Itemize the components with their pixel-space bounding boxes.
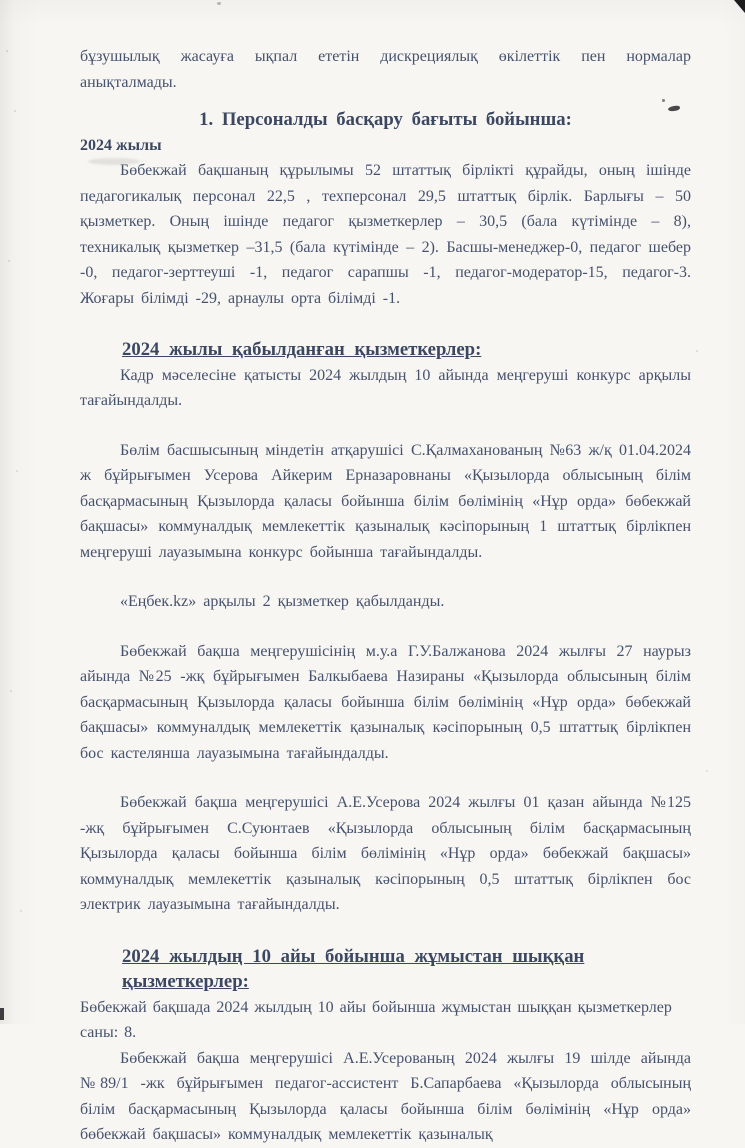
hired-employees-heading: 2024 жылы қабылданған қызметкерлер: [122,339,482,360]
year-label: 2024 жылы [80,136,162,154]
enbek-kz-paragraph: «Еңбек.kz» арқылы 2 қызметкер қабылданды. [120,593,445,610]
departure-paragraph-assistant: Бөбекжай бақша меңгерушісі А.Е.Усерованың 2024 жылғы 19 шілде айында №89/1 -жк бұйрығымен педагог-ассистент Б.Сапарбаева «Қызылорда облысының білім басқармасының Қызылорда қаласы бойынша білім бөлімінің «Нұр орда» бөбекжай бақшасы» коммуналдық мемлекеттік қазыналық [80,1049,691,1143]
scan-edge-mark [0,1008,4,1020]
staff-structure-paragraph: Бөбекжай бақшаның құрылымы 52 штаттық бірлікті құрайды, оның ішінде педагогикалық персонал 22,5 , техперсонал 29,5 штаттық бірлік. Барлығы – 50 қызметкер. Оның ішінде педагог қызметкерлер – 30,5 (бала күтімінде – 8), техникалық қызметкер –31,5 (бала күтімінде – 2). Басшы-менеджер-0, педагог шебер -0, педагог-зерттеуші -1, педагог сарапшы -1, педагог-модератор-15, педагог-3. Жоғары білімді -29, арнаулы орта білімді -1. [80,162,691,307]
departed-employees-heading: 2024 жылдың 10 айы бойынша жұмыстан шыққан қызметкерлер: [122,945,585,992]
section-heading-personnel: 1. Персоналды басқару бағыты бойынша: [199,109,572,130]
departed-count-paragraph: Бөбекжай бақшада 2024 жылдың 10 айы бойынша жұмыстан шыққан қызметкерлер саны: 8. [80,998,672,1041]
intro-paragraph: бұзушылық жасауға ықпал ететін дискрециялық өкілеттік пен нормалар анықталмады. [80,48,691,91]
scan-dust-dot [217,2,221,5]
hired-intro-paragraph: Кадр мәселесіне қатысты 2024 жылдың 10 айында меңгеруші конкурс арқылы тағайындалды. [80,366,691,409]
appointment-paragraph-kastelyansha: Бөбекжай бақша меңгерушісінің м.у.а Г.У.Балжанова 2024 жылғы 27 наурыз айында №25 -жқ бұйрығымен Балкыбаева Назираны «Қызылорда облысының білім басқармасының Қызылорда қаласы бойынша білім бөлімінің «Нұр орда» бөбекжай бақшасы» коммуналдық мемлекеттік қазыналық кәсіпорының 0,5 штаттық бірлікпен бос кастелянша лауазымына тағайындалды. [80,642,691,762]
ink-smudge-dot [662,99,665,102]
appointment-paragraph-manager: Бөлім басшысының міндетін атқарушісі С.Қалмаханованың №63 ж/қ 01.04.2024 ж бұйрығымен Усерова Айкерим Ерназаровнаны «Қызылорда облысының білім басқармасының Қызылорда қаласы бойынша білім бөлімінің «Нұр орда» бөбекжай бақшасы» коммуналдық мемлекеттік қазыналық кәсіпорының 1 штаттық бірлікпен меңгеруші лауазымына конкурс бойынша тағайындалды. [80,441,691,561]
appointment-paragraph-electric: Бөбекжай бақша меңгерушісі А.Е.Усерова 2024 жылғы 01 қазан айында №125 -жқ бұйрығымен С.Суюнтаев «Қызылорда облысының білім басқармасының Қызылорда қаласы бойынша білім бөлімінің «Нұр орда» бөбекжай бақшасы» коммуналдық мемлекеттік қазыналық кәсіпорының 0,5 штаттық бірлікпен бос электрик лауазымына тағайындалды. [80,794,691,913]
